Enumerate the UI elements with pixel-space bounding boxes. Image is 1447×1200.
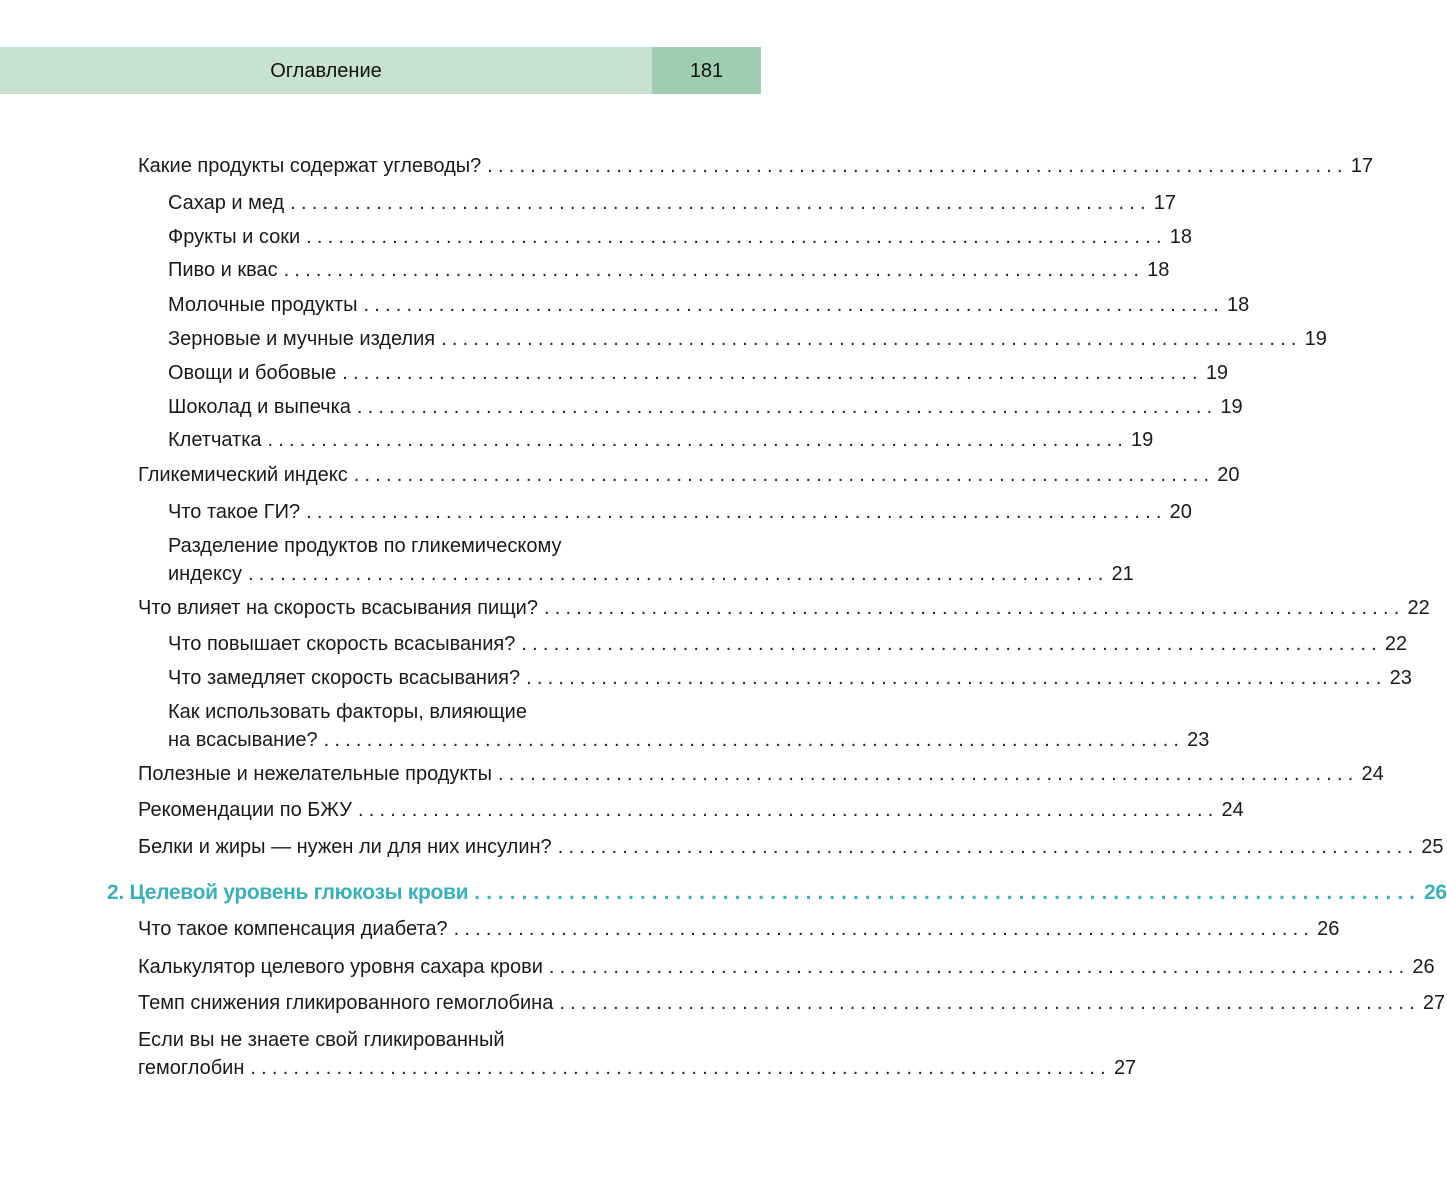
page-number: 181 bbox=[652, 47, 761, 94]
toc-entry[interactable]: Рекомендации по БЖУ ................................................................................ 24 bbox=[138, 796, 652, 824]
toc-entry[interactable]: Какие продукты содержат углеводы? ................................................................................ 17 bbox=[138, 152, 652, 180]
toc-page: 18 bbox=[1147, 259, 1170, 281]
toc-subentry[interactable]: Молочные продукты ................................................................................ 18 bbox=[168, 291, 652, 319]
toc-subentry[interactable]: Фрукты и соки ................................................................................ 18 bbox=[168, 223, 652, 251]
toc-page: 19 bbox=[1304, 328, 1327, 350]
header-title: Оглавление bbox=[270, 60, 382, 82]
toc-subentry[interactable]: Как использовать факторы, влияющие на всасывание? ................................................................................ 23 bbox=[168, 698, 652, 754]
toc-subentry[interactable]: Что замедляет скорость всасывания? ................................................................................ 23 bbox=[168, 664, 652, 692]
toc-page: 22 bbox=[1407, 597, 1430, 619]
toc-page: 24 bbox=[1361, 763, 1384, 785]
toc-page: 18 bbox=[1169, 226, 1192, 248]
toc-subentry[interactable]: Что такое ГИ? ................................................................................ 20 bbox=[168, 498, 652, 526]
toc-page: 27 bbox=[1422, 992, 1446, 1014]
toc-subentry[interactable]: Зерновые и мучные изделия ................................................................................ 19 bbox=[168, 325, 652, 353]
toc-entry[interactable]: Полезные и нежелательные продукты ................................................................................ 24 bbox=[138, 760, 652, 788]
toc-page: 21 bbox=[1111, 563, 1134, 585]
toc-page: 24 bbox=[1221, 799, 1244, 821]
toc-subentry[interactable]: Разделение продуктов по гликемическому индексу ................................................................................ 21 bbox=[168, 532, 652, 588]
toc-page: 20 bbox=[1217, 464, 1240, 486]
toc-subentry[interactable]: Овощи и бобовые ................................................................................ 19 bbox=[168, 359, 652, 387]
toc-entry[interactable]: Что влияет на скорость всасывания пищи? ................................................................................ 22 bbox=[138, 594, 652, 622]
toc-subentry[interactable]: Шоколад и выпечка ................................................................................ 19 bbox=[168, 393, 652, 421]
toc-subentry[interactable]: Клетчатка ................................................................................ 19 bbox=[168, 426, 652, 454]
toc-page: 17 bbox=[1350, 155, 1374, 177]
toc-entry[interactable]: Что такое компенсация диабета? ................................................................................ 26 bbox=[138, 915, 652, 943]
toc-page: 27 bbox=[1113, 1057, 1137, 1079]
toc-page: 23 bbox=[1389, 667, 1412, 689]
toc-page: 26 bbox=[1424, 881, 1447, 904]
toc-subentry[interactable]: Сахар и мед ................................................................................ 17 bbox=[168, 189, 652, 217]
toc-page: 18 bbox=[1227, 294, 1250, 316]
toc-subentry[interactable]: Что повышает скорость всасывания? ................................................................................ 22 bbox=[168, 630, 652, 658]
toc-entry[interactable]: Гликемический индекс ................................................................................ 20 bbox=[138, 461, 652, 489]
toc-entry[interactable]: Калькулятор целевого уровня сахара крови ................................................................................ 26 bbox=[138, 953, 652, 981]
toc-entry[interactable]: Темп снижения гликированного гемоглобина ................................................................................ 27 bbox=[138, 989, 652, 1017]
toc-chapter[interactable]: 2. Целевой уровень глюкозы крови ................................................................................ 26 bbox=[107, 879, 652, 907]
toc-page: 22 bbox=[1384, 633, 1408, 655]
toc-subentry[interactable]: Пиво и квас ................................................................................ 18 bbox=[168, 256, 652, 284]
toc-page: 19 bbox=[1205, 362, 1229, 384]
toc-entry[interactable]: Белки и жиры — нужен ли для них инсулин? ................................................................................ 25 bbox=[138, 833, 652, 861]
toc-page: 19 bbox=[1131, 429, 1154, 451]
toc-page: 19 bbox=[1220, 396, 1243, 418]
toc-page: 26 bbox=[1317, 918, 1340, 940]
toc-entry[interactable]: Если вы не знаете свой гликированный гемоглобин ................................................................................ 27 bbox=[138, 1026, 652, 1082]
toc-page: 26 bbox=[1412, 956, 1435, 978]
toc-page: 17 bbox=[1153, 192, 1176, 214]
toc-page: 23 bbox=[1187, 729, 1210, 751]
toc-page: 25 bbox=[1421, 836, 1444, 858]
running-header bbox=[0, 47, 761, 94]
toc-page: 20 bbox=[1169, 501, 1192, 523]
